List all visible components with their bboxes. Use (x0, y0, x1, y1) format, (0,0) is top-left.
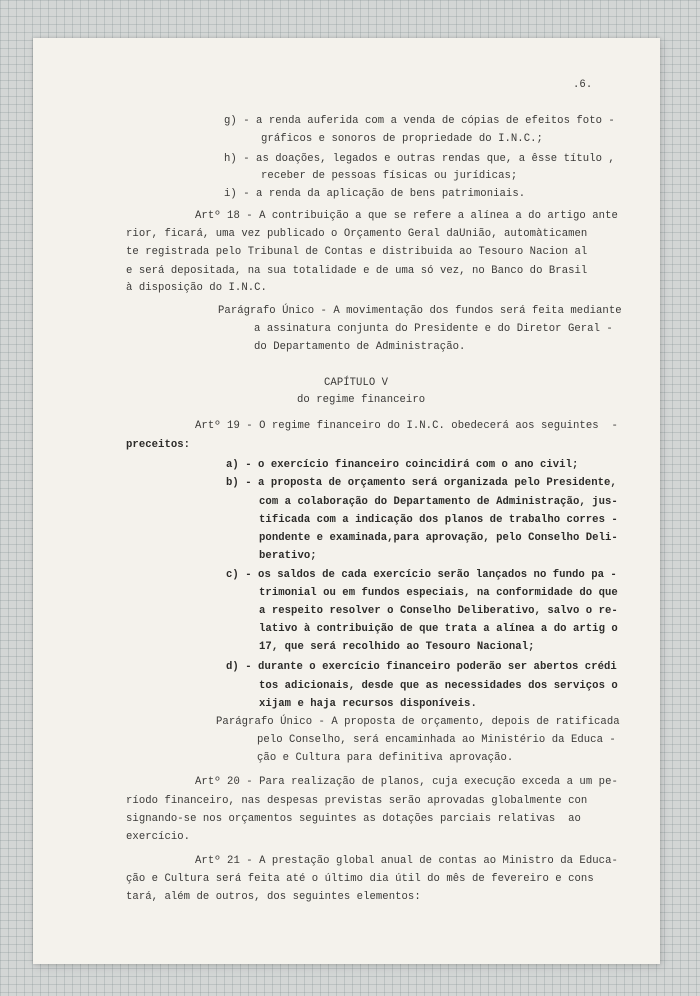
art21-line-2: ção e Cultura será feita até o último dia útil do mês de fevereiro e cons (126, 873, 594, 885)
page-number: .6. (573, 79, 593, 91)
art18-paragraph-3: do Departamento de Administração. (254, 341, 466, 353)
art19-d-item-2: tos adicionais, desde que as necessidades dos serviços o (259, 680, 618, 692)
art21-line-3: tará, além de outros, dos seguintes elementos: (126, 891, 421, 903)
art18-paragraph-2: a assinatura conjunta do Presidente e do Diretor Geral - (254, 323, 613, 335)
art20-line-1: Artº 20 - Para realização de planos, cuja execução exceda a um pe- (195, 776, 618, 788)
art19-paragraph-3: ção e Cultura para definitiva aprovação. (257, 752, 514, 764)
art21-line-1: Artº 21 - A prestação global anual de contas ao Ministro da Educa- (195, 855, 618, 867)
line-g-continued: gráficos e sonoros de propriedade do I.N.C.; (261, 133, 543, 145)
document-page (33, 38, 660, 964)
art20-line-4: exercício. (126, 831, 191, 843)
art19-c-item-3: a respeito resolver o Conselho Deliberativo, salvo o re- (259, 605, 618, 617)
art19-c-item-5: 17, que será recolhido ao Tesouro Nacional; (259, 641, 535, 653)
art19-b-item-1: b) - a proposta de orçamento será organizada pelo Presidente, (226, 477, 617, 489)
art19-b-item-3: tificada com a indicação dos planos de trabalho corres - (259, 514, 618, 526)
line-i-item: i) - a renda da aplicação de bens patrimoniais. (224, 188, 526, 200)
art19-d-item-3: xijam e haja recursos disponíveis. (259, 698, 477, 710)
chapter-subtitle: do regime financeiro (297, 394, 426, 406)
art19-c-item-1: c) - os saldos de cada exercício serão lançados no fundo pa - (226, 569, 617, 581)
art19-c-item-2: trimonial ou em fundos especiais, na conformidade do que (259, 587, 618, 599)
art19-b-item-2: com a colaboração do Departamento de Administração, jus- (259, 496, 618, 508)
art18-line-4: e será depositada, na sua totalidade e de uma só vez, no Banco do Brasil (126, 265, 588, 277)
art20-line-2: ríodo financeiro, nas despesas previstas serão aprovadas globalmente con (126, 795, 588, 807)
art18-line-5: à disposição do I.N.C. (126, 282, 267, 294)
art19-a-item: a) - o exercício financeiro coincidirá com o ano civil; (226, 459, 579, 471)
art19-d-item-1: d) - durante o exercício financeiro poderão ser abertos crédi (226, 661, 617, 673)
art19-c-item-4: lativo à contribuição de que trata a alínea a do artig o (259, 623, 618, 635)
art19-b-item-5: berativo; (259, 550, 317, 562)
art20-line-3: signando-se nos orçamentos seguintes as dotações parciais relativas ao (126, 813, 581, 825)
art18-paragraph-1: Parágrafo Único - A movimentação dos fundos será feita mediante (218, 305, 622, 317)
line-g-item: g) - a renda auferida com a venda de cópias de efeitos foto - (224, 115, 615, 127)
art19-b-item-4: pondente e examinada,para aprovação, pelo Conselho Deli- (259, 532, 618, 544)
art19-paragraph-1: Parágrafo Único - A proposta de orçamento, depois de ratificada (216, 716, 620, 728)
line-h-continued: receber de pessoas físicas ou jurídicas; (261, 170, 518, 182)
line-h-item: h) - as doações, legados e outras rendas que, a êsse título , (224, 153, 615, 165)
art19-paragraph-2: pelo Conselho, será encaminhada ao Ministério da Educa - (257, 734, 616, 746)
art19-line-2: preceitos: (126, 439, 191, 451)
art18-line-2: rior, ficará, uma vez publicado o Orçamento Geral daUnião, automàticamen (126, 228, 588, 240)
chapter-heading: CAPÍTULO V (324, 377, 389, 389)
art18-line-3: te registrada pelo Tribunal de Contas e distribuida ao Tesouro Nacion al (126, 246, 588, 258)
art18-line-1: Artº 18 - A contribuição a que se refere a alínea a do artigo ante (195, 210, 618, 222)
art19-line-1: Artº 19 - O regime financeiro do I.N.C. obedecerá aos seguintes - (195, 420, 618, 432)
